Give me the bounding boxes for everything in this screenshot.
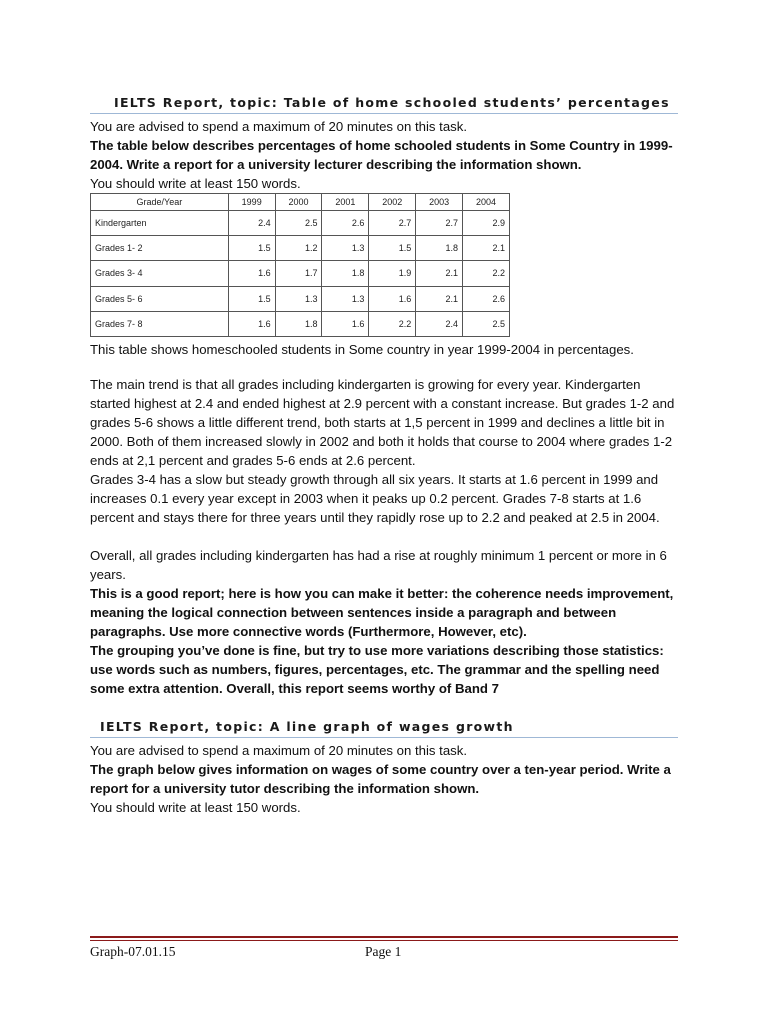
- section1-advice: You are advised to spend a maximum of 20 minutes on this task.: [90, 119, 468, 134]
- table-cell: 2.4: [228, 211, 275, 236]
- section1-min-words: You should write at least 150 words.: [90, 176, 301, 191]
- table-cell: 2.6: [463, 286, 510, 311]
- table-cell: 2.7: [416, 211, 463, 236]
- essay-intro: This table shows homeschooled students in Some country in year 1999-2004 in percentages.: [90, 342, 634, 357]
- footer-rule-thin: [90, 940, 678, 941]
- table-cell: 1.3: [322, 236, 369, 261]
- row-label: Grades 1- 2: [91, 236, 229, 261]
- table-header-year: 2000: [275, 194, 322, 211]
- section2-advice: You are advised to spend a maximum of 20 minutes on this task.: [90, 743, 468, 758]
- table-row: [91, 236, 510, 261]
- table-cell: 2.5: [463, 311, 510, 336]
- footer-rule-thick: [90, 936, 678, 938]
- table-cell: 2.1: [416, 286, 463, 311]
- table-cell: 2.2: [369, 311, 416, 336]
- section2-task: The graph below gives information on wages of some country over a ten-year period. Write a report for a university tutor describing the information shown.: [90, 762, 671, 796]
- feedback-paragraph-1: This is a good report; here is how you can make it better: the coherence needs improvement, meaning the logical connection between sentences inside a paragraph and between paragraphs. Use more connective words (Furthermore, However, etc).: [90, 586, 674, 639]
- footer-page-number: Page 1: [365, 944, 402, 959]
- table-header-year: 2002: [369, 194, 416, 211]
- table-header-year: 1999: [228, 194, 275, 211]
- table-cell: 1.6: [322, 311, 369, 336]
- table-cell: 2.1: [416, 261, 463, 286]
- home-school-table: [90, 193, 510, 337]
- table-header-year: 2004: [463, 194, 510, 211]
- table-cell: 1.6: [228, 261, 275, 286]
- row-label: Kindergarten: [91, 211, 229, 236]
- table-row: [91, 286, 510, 311]
- section2-heading: IELTS Report, topic: A line graph of wages growth: [90, 719, 678, 738]
- table-cell: 1.5: [369, 236, 416, 261]
- table-row: [91, 211, 510, 236]
- row-label: Grades 3- 4: [91, 261, 229, 286]
- table-cell: 1.3: [275, 286, 322, 311]
- row-label: Grades 7- 8: [91, 311, 229, 336]
- section1-heading: IELTS Report, topic: Table of home schooled students’ percentages: [90, 95, 678, 114]
- table-row: [91, 261, 510, 286]
- table-cell: 1.6: [369, 286, 416, 311]
- table-cell: 1.8: [416, 236, 463, 261]
- table-cell: 1.9: [369, 261, 416, 286]
- table-cell: 2.5: [275, 211, 322, 236]
- table-header-row: [91, 194, 510, 211]
- table-cell: 1.2: [275, 236, 322, 261]
- row-label: Grades 5- 6: [91, 286, 229, 311]
- essay-paragraph-3: Overall, all grades including kindergarten has had a rise at roughly minimum 1 percent or more in 6 years.: [90, 548, 667, 582]
- essay-paragraph-1: The main trend is that all grades including kindergarten is growing for every year. Kindergarten started highest at 2.4 and ended highest at 2.9 percent with a constant increase. But grades 1-2 and grades 5-6 shows a little different trend, both starts at 1,5 percent in 1999 and declines a little bit in 2000. Both of them increased slowly in 2002 and both it holds that course to 2004 where grades 1-2 ends at 2,1 percent and grades 5-6 ends at 2.6 percent.: [90, 377, 675, 468]
- section1-task: The table below describes percentages of home schooled students in Some Country in 1999-2004. Write a report for a university lecturer describing the information shown.: [90, 138, 673, 172]
- table-cell: 1.7: [275, 261, 322, 286]
- table-cell: 2.4: [416, 311, 463, 336]
- table-cell: 2.1: [463, 236, 510, 261]
- table-cell: 2.6: [322, 211, 369, 236]
- essay-paragraph-2: Grades 3-4 has a slow but steady growth through all six years. It starts at 1.6 percent in 1999 and increases 0.1 every year except in 2003 when it peaks up 0.2 percent. Grades 7-8 starts at 1.6 percent and stays there for three years until they rapidly rose up to 2.2 and peaked at 2.5 in 2004.: [90, 472, 660, 525]
- table-cell: 2.2: [463, 261, 510, 286]
- table-row: [91, 311, 510, 336]
- table-cell: 1.8: [275, 311, 322, 336]
- feedback-paragraph-2: The grouping you’ve done is fine, but try to use more variations describing those statistics: use words such as numbers, figures, percentages, etc. The grammar and the spelling need some extra attention. Overall, this report seems worthy of Band 7: [90, 643, 664, 696]
- table-cell: 1.6: [228, 311, 275, 336]
- footer-left-label: Graph-07.01.15: [90, 944, 176, 959]
- table-header-label: Grade/Year: [91, 194, 229, 211]
- section2-min-words: You should write at least 150 words.: [90, 800, 301, 815]
- table-cell: 2.9: [463, 211, 510, 236]
- table-cell: 1.8: [322, 261, 369, 286]
- table-header-year: 2003: [416, 194, 463, 211]
- table-header-year: 2001: [322, 194, 369, 211]
- table-cell: 1.5: [228, 286, 275, 311]
- table-cell: 2.7: [369, 211, 416, 236]
- table-cell: 1.5: [228, 236, 275, 261]
- table-cell: 1.3: [322, 286, 369, 311]
